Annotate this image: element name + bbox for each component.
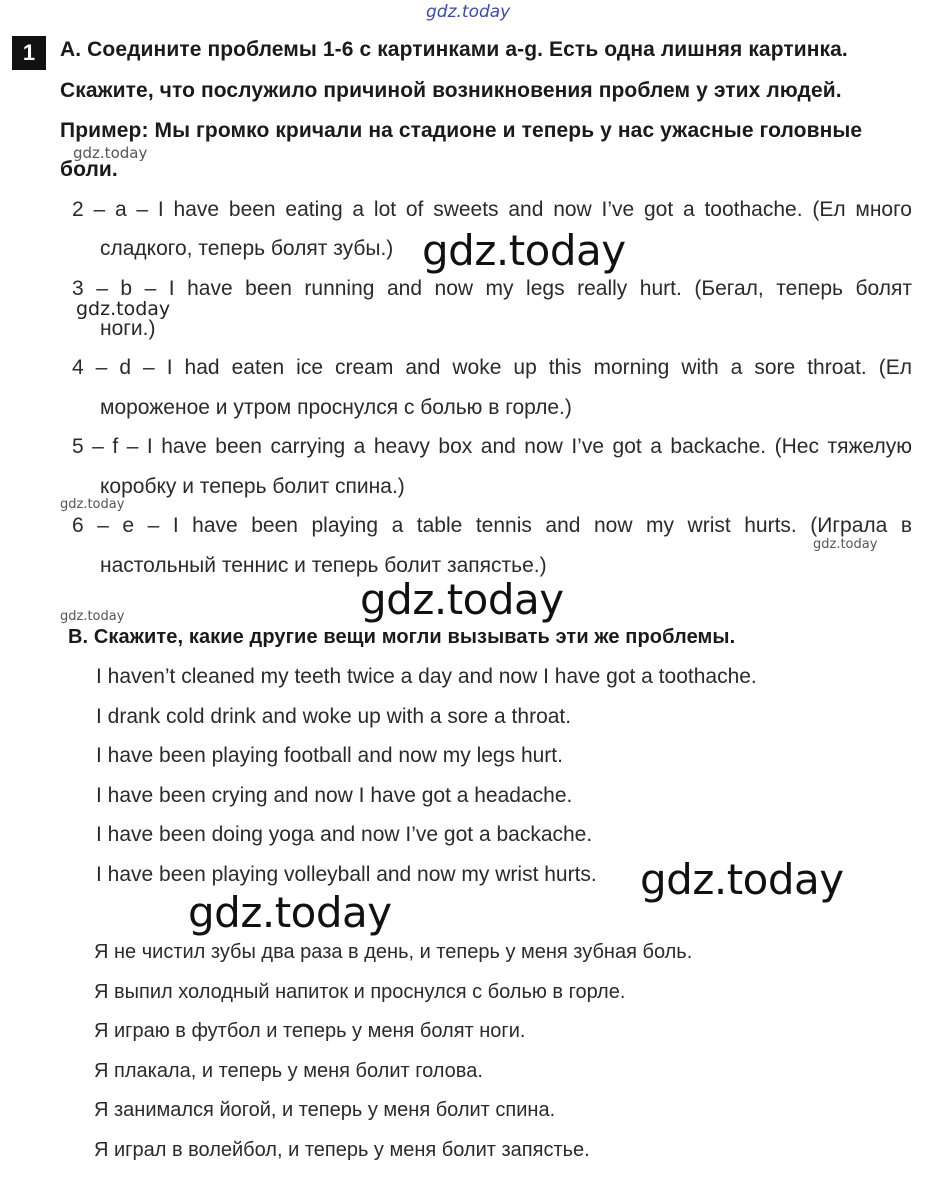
part-b-russian-4: Я плакала, и теперь у меня болит голова.	[94, 1060, 483, 1082]
answer-2-line-2: сладкого, теперь болят зубы.)	[100, 237, 394, 260]
answer-3-line-1: 3 – b – I have been running and now my legs really hurt. (Бегал, теперь болят	[72, 277, 912, 300]
answer-4-line-2: мороженое и утром проснулся с болью в горле.)	[100, 396, 572, 419]
watermark-large-2: gdz.today	[360, 575, 564, 624]
part-a-title-line-1: A. Соедините проблемы 1-6 с картинками a-g. Есть одна лишняя картинка.	[60, 38, 848, 61]
part-b-english-5: I have been doing yoga and now I’ve got a backache.	[96, 823, 593, 846]
answer-3-line-2: ноги.)	[100, 317, 156, 340]
watermark-top: gdz.today	[426, 2, 511, 22]
example-line-1: Пример: Мы громко кричали на стадионе и теперь у нас ужасные головные	[60, 119, 863, 142]
answer-2-line-1: 2 – a – I have been eating a lot of sweets and now I’ve got a toothache. (Ел много	[72, 198, 912, 221]
answer-5-line-1: 5 – f – I have been carrying a heavy box and now I’ve got a backache. (Нес тяжелую	[72, 435, 912, 458]
watermark-small-2: gdz.today	[60, 497, 125, 512]
part-b-russian-1: Я не чистил зубы два раза в день, и теперь у меня зубная боль.	[94, 941, 693, 963]
part-b-russian-5: Я занимался йогой, и теперь у меня болит спина.	[94, 1099, 556, 1121]
watermark-small-3: gdz.today	[813, 537, 878, 552]
part-b-english-6: I have been playing volleyball and now my wrist hurts.	[96, 863, 597, 886]
watermark-large-1: gdz.today	[422, 226, 626, 275]
answer-4-line-1: 4 – d – I had eaten ice cream and woke up this morning with a sore throat. (Ел	[72, 356, 912, 379]
answer-6-line-2: настольный теннис и теперь болит запястье.)	[100, 554, 547, 577]
part-b-english-4: I have been crying and now I have got a headache.	[96, 784, 573, 807]
watermark-large-3: gdz.today	[640, 855, 844, 904]
watermark-large-4: gdz.today	[188, 888, 392, 937]
part-b-russian-6: Я играл в волейбол, и теперь у меня болит запястье.	[94, 1139, 590, 1161]
part-b-english-3: I have been playing football and now my legs hurt.	[96, 744, 563, 767]
part-b-title: B. Скажите, какие другие вещи могли вызывать эти же проблемы.	[68, 626, 736, 648]
part-b-russian-2: Я выпил холодный напиток и проснулся с болью в горле.	[94, 981, 626, 1003]
watermark-mid-1: gdz.today	[76, 298, 171, 320]
answer-5-line-2: коробку и теперь болит спина.)	[100, 475, 405, 498]
answer-6-line-1: 6 – e – I have been playing a table tennis and now my wrist hurts. (Играла в	[72, 514, 912, 537]
part-b-english-1: I haven’t cleaned my teeth twice a day and now I have got a toothache.	[96, 665, 757, 688]
watermark-small-1: gdz.today	[73, 144, 148, 162]
exercise-number: 1	[12, 36, 46, 70]
watermark-small-4: gdz.today	[60, 609, 125, 624]
part-a-title-line-2: Скажите, что послужило причиной возникновения проблем у этих людей.	[60, 79, 842, 102]
example-line-2: боли.	[60, 158, 118, 181]
part-b-english-2: I drank cold drink and woke up with a sore a throat.	[96, 705, 572, 728]
part-b-russian-3: Я играю в футбол и теперь у меня болят ноги.	[94, 1020, 526, 1042]
